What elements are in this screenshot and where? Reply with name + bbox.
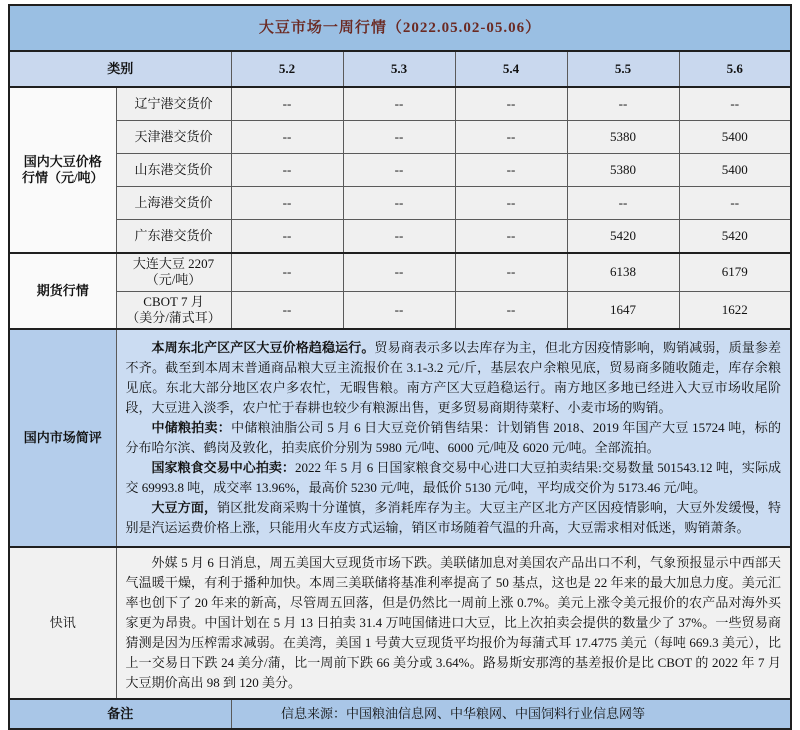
express-news-section-label: 快讯 (9, 547, 116, 699)
price-value-cell: 5400 (679, 121, 791, 154)
price-value-cell: -- (455, 220, 567, 254)
price-value-cell: -- (231, 154, 343, 187)
port-label: 天津港交货价 (116, 121, 231, 154)
price-value-cell: -- (455, 121, 567, 154)
price-value-cell: -- (679, 87, 791, 121)
futures-contract-label: CBOT 7 月 （美分/蒲式耳） (116, 291, 231, 329)
price-value-cell: -- (455, 154, 567, 187)
futures-value-cell: 1622 (679, 291, 791, 329)
price-value-cell: 5400 (679, 154, 791, 187)
futures-value-cell: 6138 (567, 253, 679, 291)
express-paragraph: 外媒 5 月 6 日消息，周五美国大豆现货市场下跌。美联储加息对美国农产品出口不利，气象预报显示中西部天气温暖干燥，有利于播种加快。本周三美联储将基准利率提高了 50 基点，这也是 22 年来的最大加息力度。美元汇率也创下了 20 年来的新高，尽管周五回落，但是仍然比一周前上涨 0.7%。美元上涨令美元报价的农产品对海外买家更为昂贵。中国计划在 5 月 13 日拍卖 31.4 万吨国储进口大豆，比上次拍卖会提供的数量少了 37%。一些贸易商猜测是因为压榨需求减弱。在美湾，美国 1 号黄大豆现货平均报价为每蒲式耳 17.4775 美元（每吨 669.3 美元），比上一交易日下跌 24 美分/蒲，比一周前下跌 66 美分或 3.64%。路易斯安那湾的基差报价是比 CBOT 的 2022 年 7 月大豆期价高出 98 到 120 美分。 (125, 555, 781, 690)
futures-value-cell: -- (343, 291, 455, 329)
comment-paragraph: 本周东北产区产区大豆价格趋稳运行。贸易商表示多以去库存为主，但北方因疫情影响，购销减弱，质量参差不齐。截至到本周末普通商品粮大豆主流报价在 3.1-3.2 元/斤，基层农户余粮见底，贸易商多随收随走，库存余粮见底。东北大部分地区农户多农忙，无暇售粮。南方产区大豆趋稳运行。南方地区多地已经进入大豆市场收尾阶段，大豆进入淡季，农户忙于春耕也较少有粮源出售，更多贸易商期待菜籽、小麦市场的购销。 (125, 340, 781, 415)
price-row-guangdong (9, 220, 791, 254)
remark-text: 信息来源：中国粮油信息网、中华粮网、中国饲料行业信息网等 (231, 699, 791, 729)
price-value-cell: 5380 (567, 154, 679, 187)
price-row-shanghai (9, 187, 791, 220)
price-value-cell: -- (567, 187, 679, 220)
port-label: 广东港交货价 (116, 220, 231, 254)
remark-label: 备注 (9, 699, 231, 729)
futures-value-cell: -- (231, 291, 343, 329)
price-row-tianjin (9, 121, 791, 154)
price-row-liaoning (9, 87, 791, 121)
price-value-cell: -- (343, 154, 455, 187)
price-value-cell: 5380 (567, 121, 679, 154)
price-value-cell: -- (343, 220, 455, 254)
futures-row-cbot (9, 291, 791, 329)
price-value-cell: 5420 (567, 220, 679, 254)
market-comment-body (116, 329, 791, 547)
price-value-cell: 5420 (679, 220, 791, 254)
price-value-cell: -- (343, 121, 455, 154)
date-header: 5.4 (455, 51, 567, 87)
table-title-cell (9, 5, 791, 51)
soybean-weekly-market-table (8, 4, 792, 730)
date-header: 5.6 (679, 51, 791, 87)
market-comment-row (9, 329, 791, 547)
table-title-row (9, 5, 791, 51)
futures-value-cell: 6179 (679, 253, 791, 291)
category-header-cell: 类别 (9, 51, 231, 87)
futures-value-cell: 1647 (567, 291, 679, 329)
price-value-cell: -- (231, 187, 343, 220)
port-label: 山东港交货价 (116, 154, 231, 187)
comment-paragraph: 国家粮食交易中心拍卖：2022 年 5 月 6 日国家粮食交易中心进口大豆拍卖结果:交易数量 501543.12 吨，实际成交 69993.8 吨，成交率 13.96%，最高价 5230 元/吨，最低价 5130 元/吨，平均成交价为 5173.46 元/吨。 (125, 460, 781, 495)
port-label: 辽宁港交货价 (116, 87, 231, 121)
port-label: 上海港交货价 (116, 187, 231, 220)
futures-section-label: 期货行情 (9, 253, 116, 329)
remark-row (9, 699, 791, 729)
futures-value-cell: -- (455, 291, 567, 329)
futures-row-dalian (9, 253, 791, 291)
price-value-cell: -- (567, 87, 679, 121)
market-comment-section-label: 国内市场简评 (9, 329, 116, 547)
express-news-row (9, 547, 791, 699)
futures-value-cell: -- (231, 253, 343, 291)
price-value-cell: -- (679, 187, 791, 220)
date-header: 5.5 (567, 51, 679, 87)
price-value-cell: -- (343, 87, 455, 121)
futures-value-cell: -- (455, 253, 567, 291)
price-row-shandong (9, 154, 791, 187)
price-value-cell: -- (231, 121, 343, 154)
table-header-row (9, 51, 791, 87)
comment-paragraph: 大豆方面，销区批发商采购十分谨慎，多消耗库存为主。大豆主产区北方产区因疫情影响，大豆外发缓慢，特别是汽运运费价格上涨，只能用火车皮方式运输，销区市场随着气温的升高，大豆需求相对低迷，购销萧条。 (125, 500, 781, 535)
express-news-body (116, 547, 791, 699)
price-value-cell: -- (343, 187, 455, 220)
price-value-cell: -- (455, 87, 567, 121)
comment-paragraph: 中储粮拍卖：中储粮油脂公司 5 月 6 日大豆竞价销售结果：计划销售 2018、2019 年国产大豆 15724 吨，标的分布哈尔滨、鹤岗及敦化，拍卖底价分别为 5980 元/吨、6000 元/吨及 6020 元/吨。全部流拍。 (125, 420, 781, 455)
price-value-cell: -- (231, 220, 343, 254)
price-value-cell: -- (231, 87, 343, 121)
domestic-price-section-label: 国内大豆价格 行情（元/吨） (9, 87, 116, 253)
page-title: 大豆市场一周行情（2022.05.02-05.06） (258, 19, 542, 36)
price-value-cell: -- (455, 187, 567, 220)
date-header: 5.3 (343, 51, 455, 87)
date-header: 5.2 (231, 51, 343, 87)
futures-contract-label: 大连大豆 2207 （元/吨） (116, 253, 231, 291)
futures-value-cell: -- (343, 253, 455, 291)
